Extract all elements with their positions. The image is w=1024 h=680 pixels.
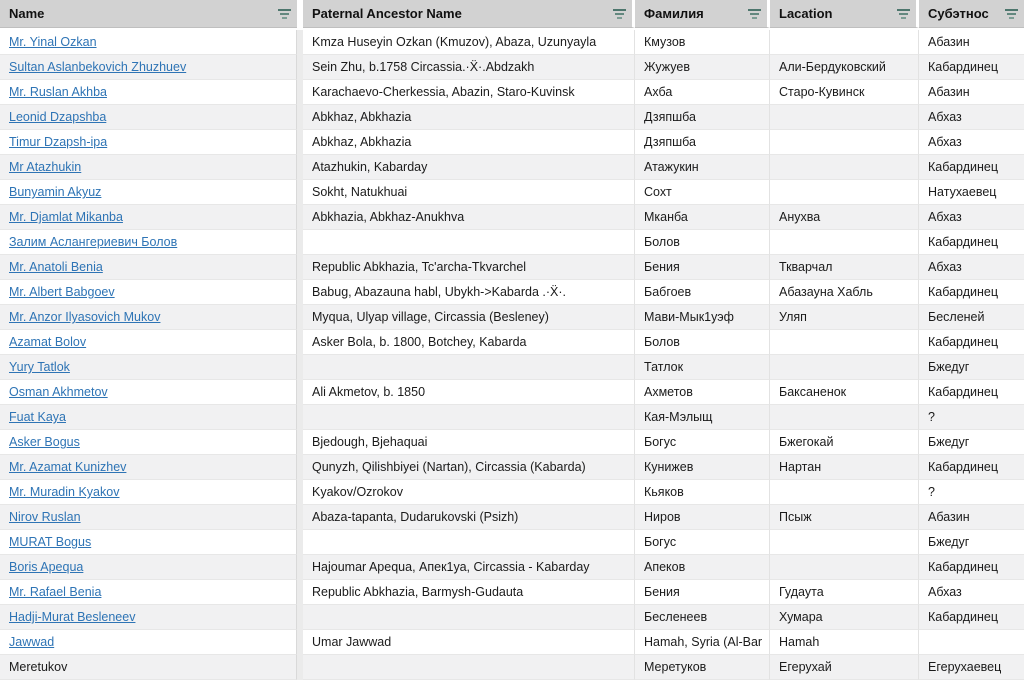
cell-name (0, 655, 297, 680)
cell-paternal-ancestor: Atazhukin, Kabarday (303, 155, 635, 180)
cell-subethnos: Кабардинец (919, 455, 1024, 480)
person-link[interactable]: Yury Tatlok (9, 360, 70, 374)
person-link[interactable]: Azamat Bolov (9, 335, 87, 349)
table-header (0, 0, 1024, 30)
cell-location: Хумара (770, 605, 919, 630)
table-row (0, 605, 1024, 630)
person-link[interactable]: Jawwad (9, 635, 55, 649)
cell-surname: Бения (635, 255, 770, 280)
cell-paternal-ancestor (303, 655, 635, 680)
cell-location (770, 330, 919, 355)
person-link[interactable]: Hadji-Murat Besleneev (9, 610, 136, 624)
cell-location: Абазауна Хабль (770, 280, 919, 305)
column-header-label: Субэтнос (928, 6, 989, 21)
table-row (0, 305, 1024, 330)
cell-name (0, 280, 297, 305)
cell-name (0, 605, 297, 630)
person-link[interactable]: Fuat Kaya (9, 410, 66, 424)
cell-paternal-ancestor: Republic Abkhazia, Tc'archa-Tkvarchel (303, 255, 635, 280)
table-row (0, 480, 1024, 505)
cell-name (0, 105, 297, 130)
filter-icon[interactable] (613, 9, 626, 19)
cell-subethnos: Кабардинец (919, 380, 1024, 405)
person-link[interactable]: Mr. Anzor Ilyasovich Mukov (9, 310, 161, 324)
table-row (0, 455, 1024, 480)
cell-paternal-ancestor: Republic Abkhazia, Barmysh-Gudauta (303, 580, 635, 605)
cell-paternal-ancestor: Abkhazia, Abkhaz-Anukhva (303, 205, 635, 230)
cell-location: Уляп (770, 305, 919, 330)
cell-surname: Болов (635, 330, 770, 355)
cell-paternal-ancestor: Ali Akmetov, b. 1850 (303, 380, 635, 405)
person-link[interactable]: Залим Аслангериевич Болов (9, 235, 178, 249)
cell-name (0, 580, 297, 605)
person-link[interactable]: Mr. Anatoli Benia (9, 260, 103, 274)
table-row (0, 30, 1024, 55)
person-link[interactable]: Mr. Rafael Benia (9, 585, 102, 599)
cell-location (770, 155, 919, 180)
cell-subethnos: Кабардинец (919, 230, 1024, 255)
person-link[interactable]: Osman Akhmetov (9, 385, 108, 399)
cell-subethnos: Кабардинец (919, 280, 1024, 305)
cell-name (0, 155, 297, 180)
cell-surname: Кьяков (635, 480, 770, 505)
table-row (0, 580, 1024, 605)
table-row (0, 280, 1024, 305)
person-link[interactable]: Mr. Albert Babgoev (9, 285, 115, 299)
cell-paternal-ancestor: Kmza Huseyin Ozkan (Kmuzov), Abaza, Uzunyayla (303, 30, 635, 55)
cell-surname: Мканба (635, 205, 770, 230)
filter-icon[interactable] (1005, 9, 1018, 19)
cell-surname: Ахметов (635, 380, 770, 405)
column-header-label: Name (9, 6, 45, 21)
cell-paternal-ancestor: Qunyzh, Qilishbiyei (Nartan), Circassia (Kabarda) (303, 455, 635, 480)
filter-icon[interactable] (897, 9, 910, 19)
table-row (0, 355, 1024, 380)
cell-subethnos: Бжедуг (919, 355, 1024, 380)
cell-name (0, 630, 297, 655)
cell-surname: Жужуев (635, 55, 770, 80)
cell-subethnos: Бжедуг (919, 430, 1024, 455)
table-row (0, 230, 1024, 255)
table-row (0, 255, 1024, 280)
column-header-subethnos[interactable] (919, 0, 1024, 28)
cell-name (0, 355, 297, 380)
cell-surname: Ахба (635, 80, 770, 105)
cell-surname: Мави-Мык1уэф (635, 305, 770, 330)
column-header-label: Paternal Ancestor Name (312, 6, 462, 21)
cell-location (770, 105, 919, 130)
table-row (0, 430, 1024, 455)
cell-subethnos: Абазин (919, 80, 1024, 105)
person-link[interactable]: Asker Bogus (9, 435, 80, 449)
cell-location: Егерухай (770, 655, 919, 680)
cell-location (770, 530, 919, 555)
cell-subethnos: Абхаз (919, 205, 1024, 230)
cell-paternal-ancestor: Bjedough, Bjehaquai (303, 430, 635, 455)
table-row (0, 55, 1024, 80)
cell-paternal-ancestor (303, 530, 635, 555)
table-row (0, 205, 1024, 230)
cell-name (0, 555, 297, 580)
cell-subethnos: Кабардинец (919, 155, 1024, 180)
cell-subethnos: Бжедуг (919, 530, 1024, 555)
cell-name (0, 505, 297, 530)
cell-surname: Hamah, Syria (Al-Bar (635, 630, 770, 655)
cell-surname: Татлок (635, 355, 770, 380)
cell-paternal-ancestor (303, 405, 635, 430)
cell-name (0, 180, 297, 205)
cell-paternal-ancestor: Myqua, Ulyap village, Circassia (Besleney) (303, 305, 635, 330)
table-row (0, 330, 1024, 355)
table-row (0, 130, 1024, 155)
cell-subethnos: Абхаз (919, 255, 1024, 280)
column-header-surname[interactable] (635, 0, 770, 28)
cell-subethnos: Кабардинец (919, 555, 1024, 580)
cell-name (0, 330, 297, 355)
person-link[interactable]: Mr. Azamat Kunizhev (9, 460, 127, 474)
cell-surname: Сохт (635, 180, 770, 205)
cell-surname: Атажукин (635, 155, 770, 180)
cell-surname: Кунижев (635, 455, 770, 480)
cell-paternal-ancestor: Abaza-tapanta, Dudarukovski (Psizh) (303, 505, 635, 530)
cell-location (770, 555, 919, 580)
cell-subethnos: Бесленей (919, 305, 1024, 330)
filter-icon[interactable] (748, 9, 761, 19)
cell-surname: Кая-Мэлыщ (635, 405, 770, 430)
person-link[interactable]: Leonid Dzapshba (9, 110, 107, 124)
cell-surname: Бесленеев (635, 605, 770, 630)
cell-subethnos: Натухаевец (919, 180, 1024, 205)
cell-name (0, 205, 297, 230)
cell-surname: Болов (635, 230, 770, 255)
cell-location: Баксаненок (770, 380, 919, 405)
person-link[interactable]: MURAT Bogus (9, 535, 92, 549)
cell-subethnos: Абхаз (919, 105, 1024, 130)
cell-location: Нартан (770, 455, 919, 480)
cell-name (0, 305, 297, 330)
table-row (0, 405, 1024, 430)
cell-paternal-ancestor (303, 605, 635, 630)
cell-paternal-ancestor (303, 230, 635, 255)
column-header-paternal-ancestor[interactable] (303, 0, 635, 28)
cell-name (0, 55, 297, 80)
cell-paternal-ancestor: Kyakov/Ozrokov (303, 480, 635, 505)
cell-name (0, 455, 297, 480)
cell-surname: Меретуков (635, 655, 770, 680)
cell-surname: Богус (635, 430, 770, 455)
cell-name (0, 530, 297, 555)
column-header-label: Фамилия (644, 6, 704, 21)
cell-paternal-ancestor: Sein Zhu, b.1758 Circassia.·Ẍ·.Abdzakh (303, 55, 635, 80)
person-link[interactable]: Mr. Djamlat Mikanba (9, 210, 123, 224)
cell-location (770, 180, 919, 205)
cell-surname: Бабгоев (635, 280, 770, 305)
column-header-name[interactable] (0, 0, 297, 28)
person-link[interactable]: Bunyamin Akyuz (9, 185, 102, 199)
cell-surname: Апеков (635, 555, 770, 580)
table-body (0, 30, 1024, 680)
cell-name (0, 255, 297, 280)
person-link[interactable]: Timur Dzapsh-ipa (9, 135, 108, 149)
cell-surname: Ниров (635, 505, 770, 530)
cell-location: Гудаута (770, 580, 919, 605)
cell-subethnos (919, 630, 1024, 655)
cell-subethnos: ? (919, 405, 1024, 430)
cell-subethnos: Абазин (919, 505, 1024, 530)
person-link[interactable]: Mr. Ruslan Akhba (9, 85, 107, 99)
cell-location: Ткварчал (770, 255, 919, 280)
cell-location: Hamah (770, 630, 919, 655)
table-row (0, 80, 1024, 105)
person-link[interactable]: Boris Apequa (9, 560, 84, 574)
cell-surname: Кмузов (635, 30, 770, 55)
cell-paternal-ancestor: Karachaevo-Cherkessia, Abazin, Staro-Kuvinsk (303, 80, 635, 105)
table-row (0, 530, 1024, 555)
cell-paternal-ancestor: Asker Bola, b. 1800, Botchey, Kabarda (303, 330, 635, 355)
cell-name (0, 30, 297, 55)
table-row (0, 180, 1024, 205)
column-header-label: Lacation (779, 6, 833, 21)
cell-paternal-ancestor: Sokht, Natukhuai (303, 180, 635, 205)
column-header-location[interactable] (770, 0, 919, 28)
table-row (0, 555, 1024, 580)
cell-location (770, 355, 919, 380)
cell-location (770, 30, 919, 55)
person-link[interactable]: Nirov Ruslan (9, 510, 81, 524)
cell-surname: Бения (635, 580, 770, 605)
cell-location: Анухва (770, 205, 919, 230)
cell-subethnos: Абхаз (919, 580, 1024, 605)
table-row (0, 630, 1024, 655)
table-row (0, 155, 1024, 180)
cell-subethnos: Абхаз (919, 130, 1024, 155)
person-link[interactable]: Mr Atazhukin (9, 160, 82, 174)
cell-paternal-ancestor: Hajoumar Apequa, Апек1уа, Circassia - Kabarday (303, 555, 635, 580)
cell-name (0, 380, 297, 405)
cell-subethnos: ? (919, 480, 1024, 505)
cell-location (770, 480, 919, 505)
cell-paternal-ancestor: Abkhaz, Abkhazia (303, 105, 635, 130)
cell-location (770, 130, 919, 155)
cell-subethnos: Кабардинец (919, 55, 1024, 80)
cell-location: Псыж (770, 505, 919, 530)
cell-name (0, 80, 297, 105)
cell-name (0, 130, 297, 155)
cell-location: Старо-Кувинск (770, 80, 919, 105)
cell-paternal-ancestor: Umar Jawwad (303, 630, 635, 655)
person-name: Meretukov (9, 660, 68, 674)
cell-location (770, 405, 919, 430)
cell-surname: Дзяпшба (635, 105, 770, 130)
cell-subethnos: Егерухаевец (919, 655, 1024, 680)
person-link[interactable]: Mr. Muradin Kyakov (9, 485, 120, 499)
table-row (0, 505, 1024, 530)
cell-name (0, 430, 297, 455)
cell-surname: Богус (635, 530, 770, 555)
person-link[interactable]: Sultan Aslanbekovich Zhuzhuev (9, 60, 187, 74)
cell-paternal-ancestor: Babug, Abazauna habl, Ubykh->Kabarda .·Ẍ·. (303, 280, 635, 305)
cell-name (0, 405, 297, 430)
table-row (0, 655, 1024, 680)
cell-subethnos: Кабардинец (919, 330, 1024, 355)
cell-paternal-ancestor: Abkhaz, Abkhazia (303, 130, 635, 155)
cell-location: Бжегокай (770, 430, 919, 455)
cell-surname: Дзяпшба (635, 130, 770, 155)
table-row (0, 105, 1024, 130)
filter-icon[interactable] (278, 9, 291, 19)
cell-location (770, 230, 919, 255)
cell-subethnos: Абазин (919, 30, 1024, 55)
cell-name (0, 480, 297, 505)
cell-paternal-ancestor (303, 355, 635, 380)
table-row (0, 380, 1024, 405)
cell-name (0, 230, 297, 255)
cell-location: Али-Бердуковский (770, 55, 919, 80)
person-link[interactable]: Mr. Yinal Ozkan (9, 35, 97, 49)
cell-subethnos: Кабардинец (919, 605, 1024, 630)
